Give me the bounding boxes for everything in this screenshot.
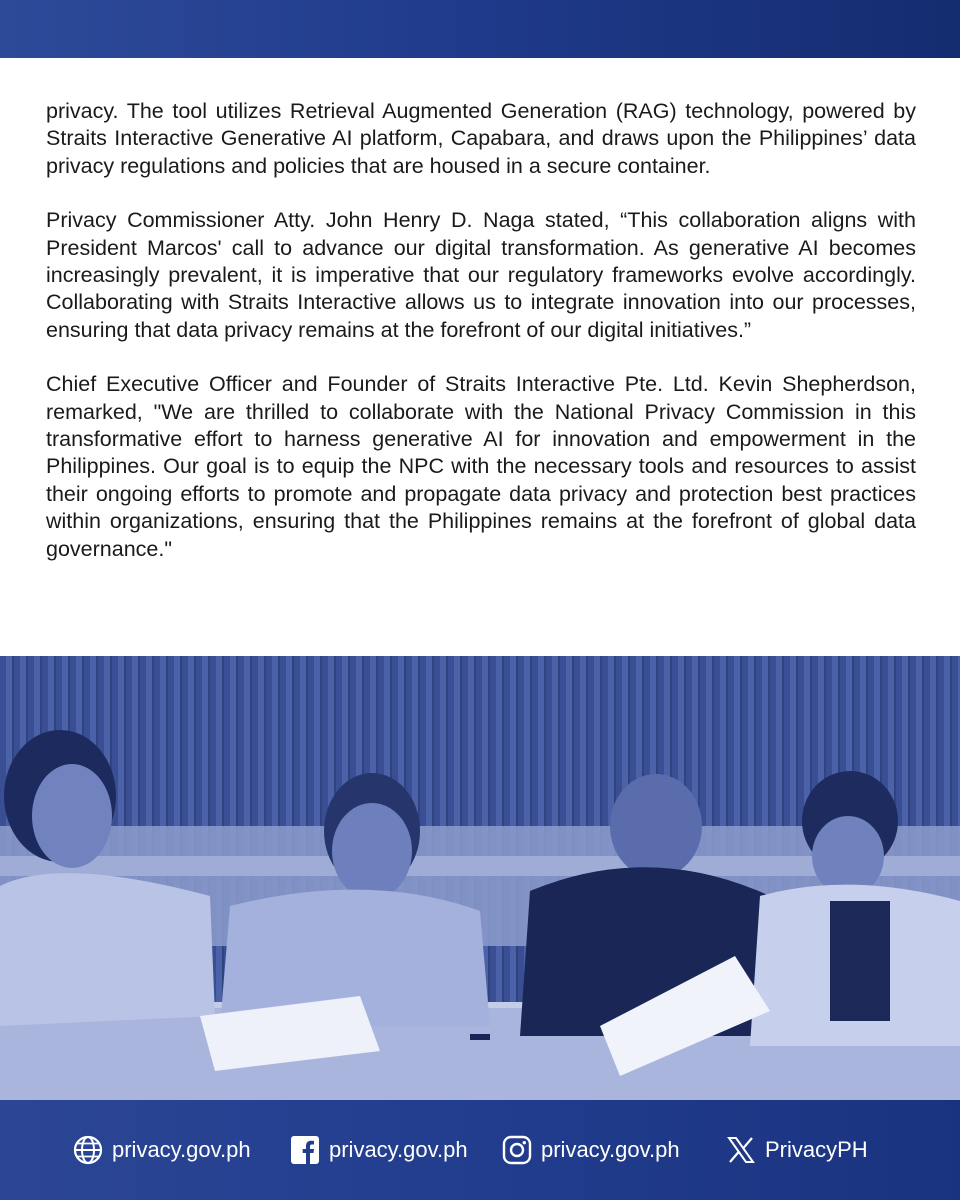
website-link[interactable] [73,1100,251,1200]
x-link[interactable] [726,1100,868,1200]
x-icon [726,1135,756,1165]
facebook-icon [290,1135,320,1165]
globe-icon [73,1135,103,1165]
instagram-link[interactable] [502,1100,680,1200]
person-4 [750,771,960,1046]
photo-illustration [0,656,960,1100]
x-label: PrivacyPH [765,1137,868,1162]
facebook-label: privacy.gov.ph [329,1137,468,1162]
article-paragraph-1: privacy. The tool utilizes Retrieval Augmented Generation (RAG) technology, powered by Straits Interactive Generative AI platform, Capabara, and draws upon the Philippines’ data privacy regulations and policies that are housed in a secure container. [46,99,916,178]
facebook-link[interactable] [290,1100,468,1200]
article-paragraph-2: Privacy Commissioner Atty. John Henry D. Naga stated, “This collaboration aligns with President Marcos' call to advance our digital transformation. As generative AI becomes increasingly prevalent, it is imperative that our regulatory frameworks evolve accordingly. Collaborating with Straits Interactive allows us to integrate innovation into our processes, ensuring that data privacy remains at the forefront of our digital initiatives.” [46,208,916,342]
website-label: privacy.gov.ph [112,1137,251,1162]
instagram-label: privacy.gov.ph [541,1137,680,1162]
top-banner [0,0,960,58]
footer-bar [0,1100,960,1200]
article-body [46,98,916,590]
article-paragraph-3: Chief Executive Officer and Founder of Straits Interactive Pte. Ltd. Kevin Shepherdson, remarked, "We are thrilled to collaborate with the National Privacy Commission in this transformative effort to harness generative AI for innovation and empowerment in the Philippines. Our goal is to equip the NPC with the necessary tools and resources to assist their ongoing efforts to promote and propagate data privacy and protection best practices within organizations, ensuring that the Philippines remains at the forefront of global data governance." [46,372,916,561]
instagram-icon [502,1135,532,1165]
signing-ceremony-photo [0,656,960,1100]
